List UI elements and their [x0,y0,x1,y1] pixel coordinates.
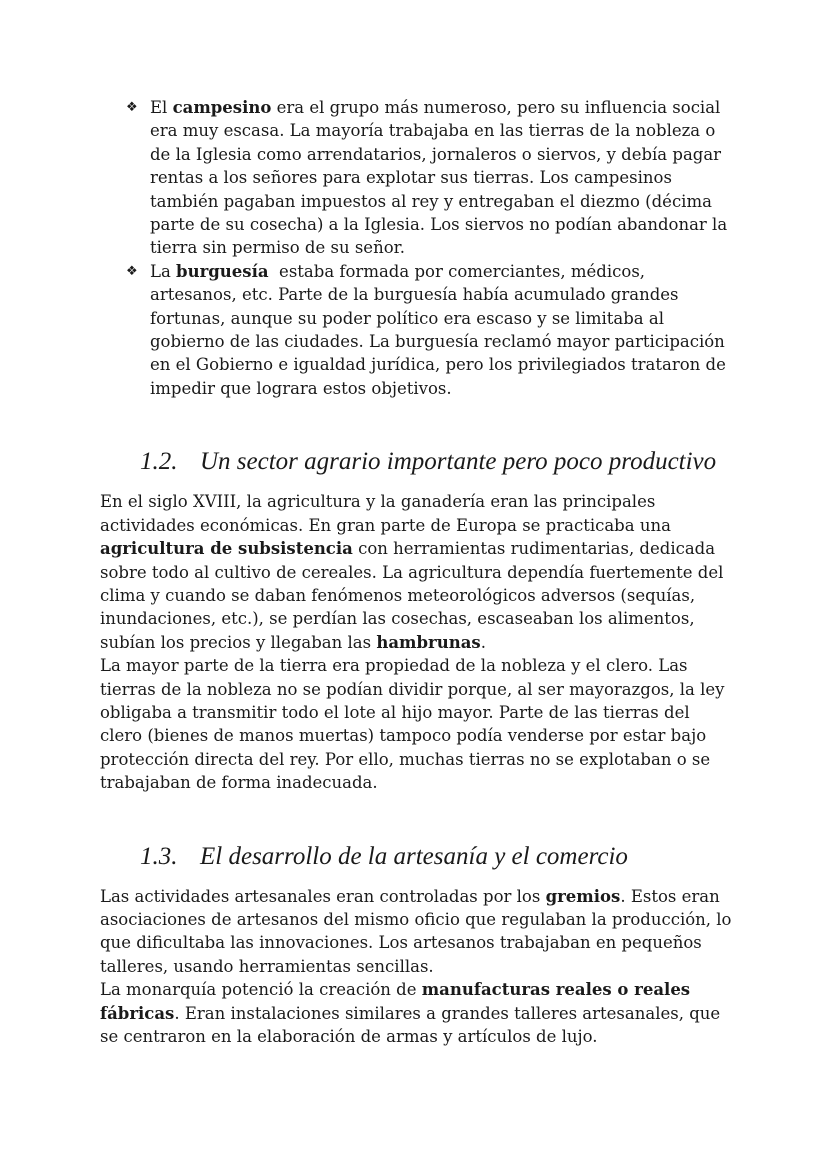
term-hambrunas: hambrunas [376,632,481,652]
paragraph-manufacturas: La monarquía potenció la creación de manufacturas reales o reales fábricas. Eran instalaciones similares a grandes talleres artesanales, que se centraron en la elaboración de armas y artículos de lujo. [100,980,721,1046]
term-burguesia: burguesía [176,261,269,281]
term-agricultura-subsistencia: agricultura de subsistencia [100,539,353,559]
paragraph-agriculture: En el siglo XVIII, la agricultura y la ganadería eran las principales actividades económicas. En gran parte de Europa se practicaba una agricultura de subsistencia con herramientas rudimentarias, dedicada sobre todo al cultivo de cereales. La agricultura dependía fuertemente del clima y cuando se daban fenómenos meteorológicos adversos (sequías, inundaciones, etc.), se perdían las cosechas, escaseaban los alimentos, subían los precios y llegaban las hambrunas. [100,492,724,652]
list-item-burguesia: ❖ La burguesía estaba formada por comerciantes, médicos, artesanos, etc. Parte de la burguesía había acumulado grandes fortunas, aunque su poder político era escaso y se limitaba al gobierno de las ciudades. La burguesía reclamó mayor participación en el Gobierno e igualdad jurídica, pero los privilegiados trataron de impedir que lograra estos objetivos. [126,261,732,398]
term-campesino: campesino [172,98,272,117]
section-heading-1-2 [140,446,732,478]
social-groups-list [126,96,732,400]
section-number: 1.3. [140,842,178,870]
section-title: Un sector agrario importante pero poco productivo [200,448,717,476]
term-manufacturas-reales: manufacturas reales o reales fábricas [100,980,691,1023]
section-title: El desarrollo de la artesanía y el comercio [200,842,628,870]
diamond-bullet-icon: ❖ [126,263,138,279]
term-gremios: gremios [545,886,621,906]
paragraph-gremios: Las actividades artesanales eran controladas por los gremios. Estos eran asociaciones de artesanos del mismo oficio que regulaban la producción, lo que dificultaba las innovaciones. Los artesanos trabajaban en pequeños talleres, usando herramientas sencillas. [100,886,732,976]
section-number: 1.2. [140,448,178,476]
section-heading-1-3 [140,841,732,873]
diamond-bullet-icon: ❖ [126,100,138,115]
paragraph-land-ownership: La mayor parte de la tierra era propiedad de la nobleza y el clero. Las tierras de la nobleza no se podían dividir porque, al ser mayorazgos, la ley obligaba a transmitir todo el lote al hijo mayor. Parte de las tierras del clero (bienes de manos muertas) tampoco podía venderse por estar bajo protección directa del rey. Por ello, muchas tierras no se explotaban o se trabajaban de forma inadecuada. [100,656,725,793]
list-item-campesino: ❖ El campesino era el grupo más numeroso, pero su influencia social era muy escasa. La mayoría trabajaba en las tierras de la nobleza o de la Iglesia como arrendatarios, jornaleros o siervos, y debía pagar rentas a los señores para explotar sus tierras. Los campesinos también pagaban impuestos al rey y entregaban el diezmo (décima parte de su cosecha) a la Iglesia. Los siervos no podían abandonar la tierra sin permiso de su señor. [126,98,728,258]
